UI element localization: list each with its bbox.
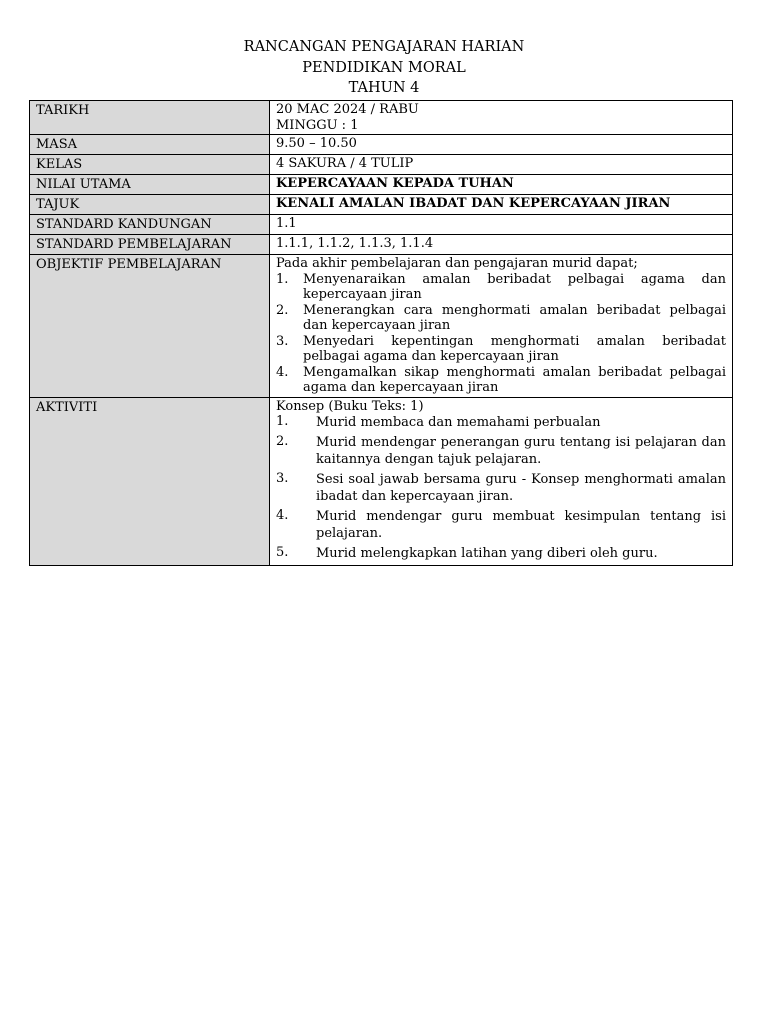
value-aktiviti (270, 397, 733, 566)
item-text: Murid mendengar penerangan guru tentang isi pelajaran dan kaitannya dengan tajuk pelajaran. (316, 434, 726, 467)
list-item (276, 508, 726, 543)
row-standard-kandungan (30, 215, 733, 235)
value-standard-kandungan: 1.1 (270, 215, 733, 235)
value-standard-pembelajaran: 1.1.1, 1.1.2, 1.1.3, 1.1.4 (270, 235, 733, 255)
item-text: Menyenaraikan amalan beribadat pelbagai agama dan kepercayaan jiran (303, 271, 726, 302)
aktiviti-intro: Konsep (Buku Teks: 1) (276, 398, 424, 414)
aktiviti-list (276, 414, 726, 562)
row-objektif (30, 255, 733, 398)
list-item (276, 303, 726, 334)
row-standard-pembelajaran (30, 235, 733, 255)
header-year: TAHUN 4 (348, 80, 420, 96)
label-masa: MASA (30, 135, 270, 155)
list-item (276, 414, 726, 432)
objektif-list (276, 272, 726, 396)
list-item (276, 545, 726, 563)
item-number: 1. (276, 271, 289, 287)
list-item (276, 272, 726, 303)
document-header (0, 37, 768, 99)
value-objektif (270, 255, 733, 398)
item-text: Menyedari kepentingan menghormati amalan beribadat pelbagai agama dan kepercayaan jiran (303, 333, 726, 364)
item-text: Menerangkan cara menghormati amalan beribadat pelbagai dan kepercayaan jiran (303, 302, 726, 333)
item-number: 2. (276, 433, 289, 449)
label-kelas: KELAS (30, 155, 270, 175)
header-title: RANCANGAN PENGAJARAN HARIAN (243, 39, 525, 55)
item-text: Mengamalkan sikap menghormati amalan beribadat pelbagai agama dan kepercayaan jiran (303, 364, 726, 395)
label-nilai-utama: NILAI UTAMA (30, 175, 270, 195)
item-number: 2. (276, 302, 289, 318)
label-tajuk: TAJUK (30, 195, 270, 215)
item-text: Sesi soal jawab bersama guru - Konsep menghormati amalan ibadat dan kepercayaan jiran. (316, 471, 726, 504)
item-number: 3. (276, 333, 289, 349)
row-nilai-utama (30, 175, 733, 195)
lesson-plan-table (29, 100, 733, 566)
list-item (276, 365, 726, 396)
objektif-intro: Pada akhir pembelajaran dan pengajaran murid dapat; (276, 256, 638, 271)
tarikh-week: MINGGU : 1 (276, 117, 359, 133)
item-number: 5. (276, 544, 289, 560)
label-aktiviti: AKTIVITI (30, 397, 270, 566)
label-objektif: OBJEKTIF PEMBELAJARAN (30, 255, 270, 398)
item-number: 4. (276, 364, 289, 380)
item-text: Murid melengkapkan latihan yang diberi oleh guru. (316, 545, 658, 561)
row-aktiviti (30, 397, 733, 566)
item-number: 4. (276, 507, 289, 523)
item-text: Murid mendengar guru membuat kesimpulan tentang isi pelajaran. (316, 508, 726, 541)
tarikh-date: 20 MAC 2024 / RABU (276, 102, 419, 117)
row-masa (30, 135, 733, 155)
row-tajuk (30, 195, 733, 215)
value-masa: 9.50 – 10.50 (270, 135, 733, 155)
label-tarikh: TARIKH (30, 101, 270, 135)
list-item (276, 334, 726, 365)
list-item (276, 434, 726, 469)
value-kelas: 4 SAKURA / 4 TULIP (270, 155, 733, 175)
value-tarikh (270, 101, 733, 135)
row-tarikh (30, 101, 733, 135)
label-standard-kandungan: STANDARD KANDUNGAN (30, 215, 270, 235)
value-tajuk: KENALI AMALAN IBADAT DAN KEPERCAYAAN JIRAN (270, 195, 733, 215)
row-kelas (30, 155, 733, 175)
value-nilai-utama: KEPERCAYAAN KEPADA TUHAN (270, 175, 733, 195)
list-item (276, 471, 726, 506)
item-number: 1. (276, 414, 289, 429)
header-subject: PENDIDIKAN MORAL (302, 59, 466, 76)
item-text: Murid membaca dan memahami perbualan (316, 415, 601, 430)
label-standard-pembelajaran: STANDARD PEMBELAJARAN (30, 235, 270, 255)
item-number: 3. (276, 470, 289, 486)
